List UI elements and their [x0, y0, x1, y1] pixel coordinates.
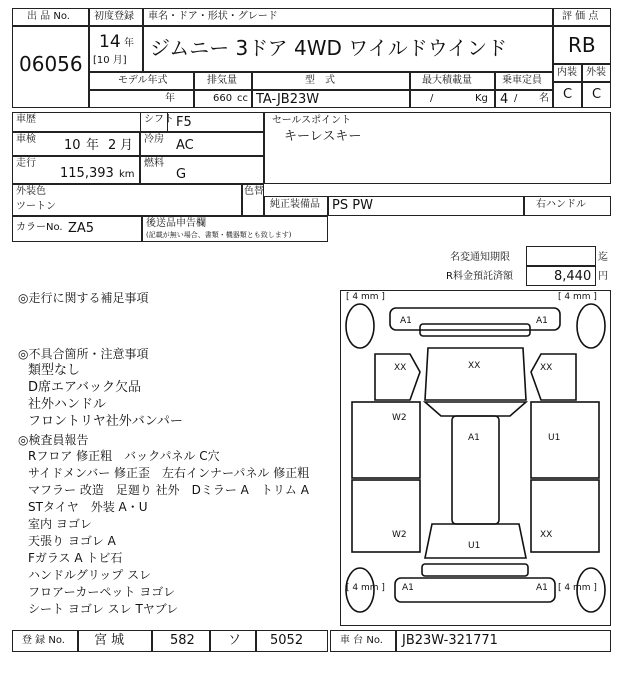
tire-depth-rl: [ 4 mm ] — [346, 583, 385, 593]
first-reg-year-unit: 年 — [124, 38, 134, 49]
svg-text:XX: XX — [468, 361, 481, 371]
capacity-unit: 名 — [539, 93, 549, 104]
displacement-unit: cc — [237, 93, 248, 104]
steering: 右ハンドル — [536, 199, 586, 210]
interior-label: 内装 — [557, 67, 577, 78]
sales-point-label: セールスポイント — [272, 115, 352, 126]
svg-text:A1: A1 — [402, 583, 414, 593]
inspector-item: STタイヤ 外装 A・U — [28, 500, 148, 514]
tire-front-right-top — [577, 304, 605, 348]
name-label: 車名・ドア・形状・グレード — [148, 11, 278, 22]
defect-item: フロントリヤ社外バンパー — [28, 414, 183, 429]
sales-point: キーレスキー — [284, 129, 362, 144]
lot-number: 06056 — [19, 52, 83, 76]
rear-panel — [422, 564, 528, 576]
model-year-unit: 年 — [165, 93, 175, 104]
fuel-value: G — [176, 167, 187, 182]
inspector-item: 天張り ヨゴレ A — [28, 534, 116, 548]
svg-text:A1: A1 — [536, 316, 548, 326]
capacity-sep: / — [514, 93, 518, 104]
model-year-label: モデル年式 — [118, 75, 168, 86]
inspection-label: 車検 — [16, 134, 36, 145]
model-code: TA-JB23W — [256, 92, 320, 107]
front-bumper — [390, 308, 560, 330]
inspection-year-unit: 年 — [86, 138, 100, 153]
exterior-color-label: 外装色 — [16, 186, 46, 197]
chassis-number: JB23W-321771 — [402, 633, 498, 648]
max-load-label: 最大積載量 — [422, 75, 472, 86]
interior-grade: C — [563, 87, 573, 102]
color-no: ZA5 — [68, 221, 95, 236]
name-change-box — [526, 246, 596, 266]
shift-label: シフト — [144, 114, 174, 125]
windshield — [425, 402, 526, 416]
name-change-label: 名変通知期限 — [450, 252, 510, 263]
rating: RB — [568, 33, 596, 57]
mileage-unit: km — [119, 169, 135, 180]
model-year-box — [89, 90, 194, 108]
inspection-year: 10 — [64, 138, 81, 153]
svg-text:XX: XX — [540, 530, 553, 540]
svg-text:XX: XX — [394, 363, 407, 373]
svg-text:W2: W2 — [392, 413, 407, 423]
car-name: ジムニー 3ドア 4WD ワイルドウインド — [150, 36, 508, 60]
defect-item: D席エアバック欠品 — [28, 380, 141, 395]
fuel-label: 燃料 — [144, 158, 164, 169]
rear-side-right — [531, 480, 599, 552]
inspector-item: シート ヨゴレ スレ Tヤブレ — [28, 602, 179, 616]
equipment-label: 純正装備品 — [270, 199, 320, 210]
inspector-item: フロアーカーペット ヨゴレ — [28, 585, 176, 599]
reg-area: 宮 城 — [94, 633, 125, 648]
hood — [425, 348, 526, 400]
inspector-item: Fガラス A トビ石 — [28, 551, 123, 565]
ac-label: 冷房 — [144, 134, 164, 145]
reg-kana: ソ — [228, 633, 242, 648]
exterior-grade: C — [592, 87, 602, 102]
svg-text:U1: U1 — [548, 433, 561, 443]
declaration-label: 後送品申告欄 — [146, 218, 206, 229]
model-code-label: 型 式 — [305, 75, 335, 86]
mileage-label: 走行 — [16, 158, 36, 169]
svg-text:A1: A1 — [400, 316, 412, 326]
driving-notes-title: ◎走行に関する補足事項 — [18, 291, 149, 305]
tire-depth-fl: [ 4 mm ] — [346, 292, 385, 302]
rear-bumper — [395, 578, 555, 602]
reg-number: 5052 — [270, 633, 304, 648]
svg-text:U1: U1 — [468, 541, 481, 551]
exterior-color: ツートン — [16, 201, 56, 212]
capacity-label: 乗車定員 — [502, 75, 542, 86]
car-diagram-drawing — [340, 290, 611, 626]
history-label: 車歴 — [16, 114, 36, 125]
defects-title: ◎不具合箇所・注意事項 — [18, 347, 149, 361]
displacement: 660 — [213, 93, 233, 104]
recycle-amount: 8,440 — [554, 269, 592, 284]
shift-value: F5 — [176, 115, 192, 130]
tire-depth-rr: [ 4 mm ] — [558, 583, 597, 593]
recycle-label: R料金預託済額 — [446, 271, 513, 282]
chassis-label: 車 台 No. — [340, 635, 383, 646]
inspector-item: Rフロア 修正粗 バックパネル C穴 — [28, 449, 220, 463]
color-no-label: カラーNo. — [16, 222, 63, 233]
inspector-item: 室内 ヨゴレ — [28, 517, 92, 531]
lot-label: 出 品 No. — [27, 11, 70, 22]
fender-right — [531, 354, 576, 400]
tire-front-left-top — [346, 304, 374, 348]
declaration-note: (記載が無い場合、書類・機器類とも致します) — [146, 231, 292, 239]
inspector-item: マフラー 改造 足廻り 社外 Dミラー A トリム A — [28, 483, 309, 497]
first-reg-month: [10 月] — [93, 55, 127, 66]
first-reg-label: 初度登録 — [94, 11, 134, 22]
defects-list — [28, 362, 183, 430]
rating-label: 評 価 点 — [562, 11, 599, 22]
tire-depth-fr: [ 4 mm ] — [558, 292, 597, 302]
inspection-month: 2 — [108, 138, 117, 153]
displacement-label: 排気量 — [207, 75, 237, 86]
mileage: 115,393 — [60, 166, 114, 181]
name-change-unit: 迄 — [598, 252, 608, 263]
side-right — [531, 402, 599, 478]
svg-text:W2: W2 — [392, 530, 407, 540]
inspector-item: ハンドルグリップ スレ — [28, 568, 152, 582]
defect-item: 社外ハンドル — [28, 397, 107, 412]
defect-item: 類型なし — [28, 363, 81, 378]
capacity: 4 — [500, 92, 509, 107]
max-load-sep: / — [430, 93, 434, 104]
recycle-unit: 円 — [598, 271, 608, 282]
rear-side-left — [352, 480, 420, 552]
svg-text:A1: A1 — [468, 433, 480, 443]
inspector-list — [28, 448, 309, 618]
equipment: PS PW — [332, 198, 373, 213]
exterior-label: 外装 — [586, 67, 606, 78]
max-load-unit: Kg — [475, 93, 488, 104]
ac-value: AC — [176, 138, 194, 153]
side-left — [352, 402, 420, 478]
inspection-month-unit: 月 — [120, 138, 134, 153]
color-change-label: 色替 — [244, 186, 264, 197]
fender-left — [375, 354, 420, 400]
svg-text:XX: XX — [540, 363, 553, 373]
svg-text:A1: A1 — [536, 583, 548, 593]
reg-class: 582 — [170, 633, 195, 648]
inspector-title: ◎検査員報告 — [18, 433, 89, 447]
reg-label: 登 録 No. — [22, 635, 65, 646]
first-reg-year: 14 — [99, 32, 121, 52]
inspector-item: サイドメンバー 修正歪 左右インナーパネル 修正粗 — [28, 466, 310, 480]
